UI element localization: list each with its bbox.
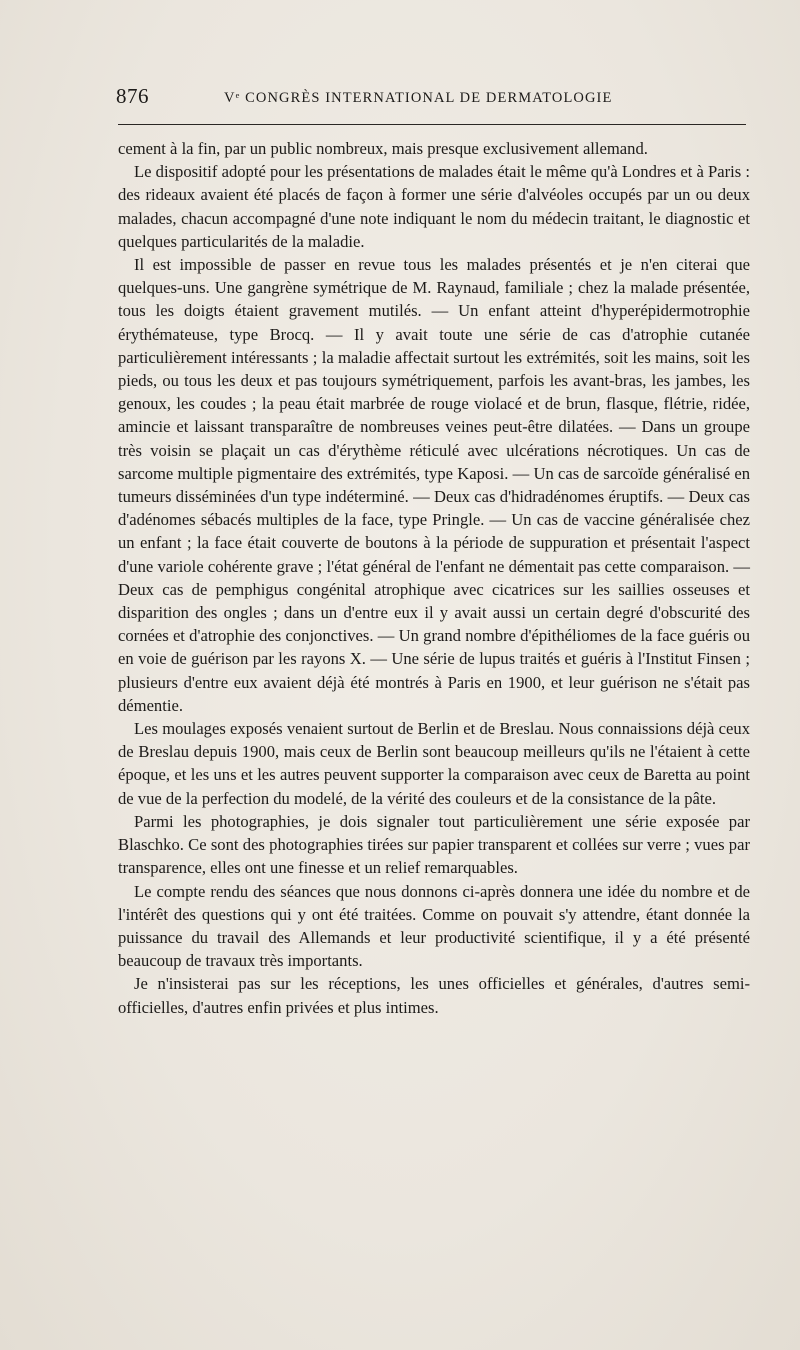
paragraph: Les moulages exposés venaient surtout de Berlin et de Breslau. Nous connaissions déjà ceux de Breslau depuis 1900, mais ceux de Berlin sont beaucoup meilleurs qu'ils ne l'étaient à cette époque, et les uns et les autres peuvent supporter la comparaison avec ceux de Baretta au point de vue de la perfection du modelé, de la vérité des couleurs et de la consistance de la pâte. <box>118 719 750 808</box>
body-text <box>118 137 750 1019</box>
paragraph: Je n'insisterai pas sur les réceptions, les unes officielles et générales, d'autres semi-officielles, d'autres enfin privées et plus intimes. <box>118 974 750 1017</box>
paragraph: Le compte rendu des séances que nous donnons ci-après donnera une idée du nombre et de l'intérêt des questions qui y ont été traitées. Comme on pouvait s'y attendre, étant donnée la puissance du travail des Allemands et leur productivité scientifique, il y a été présenté beaucoup de travaux très importants. <box>118 881 750 971</box>
running-head: Vᵉ CONGRÈS INTERNATIONAL DE DERMATOLOGIE <box>224 90 613 106</box>
header-rule <box>118 124 746 125</box>
paragraph: Le dispositif adopté pour les présentations de malades était le même qu'à Londres et à Paris : des rideaux avaient été placés de façon à former une série d'alvéoles occupés par un ou deux malades, chacun accompagné d'une note indiquant le nom du médecin traitant, le diagnostic et quelques particularités de la maladie. <box>118 162 750 251</box>
paragraph: Il est impossible de passer en revue tous les malades présentés et je n'en citerai que quelques-uns. Une gangrène symétrique de M. Raynaud, familiale ; chez la malade présentée, tous les doigts étaient gravement mutilés. — Un enfant atteint d'hyperépidermotrophie érythémateuse, type Brocq. — Il y avait toute une série de cas d'atrophie cutanée particulièrement intéressants ; la maladie affectait surtout les extrémités, soit les mains, soit les pieds, ou tous les deux et pas toujours symétriquement, parfois les avant-bras, les jambes, les genoux, les coudes ; la peau était marbrée de rouge violacé et de brun, flasque, flétrie, ridée, amincie et laissant transparaître de nombreuses veines peut-être dilatées. — Dans un groupe très voisin se plaçait un cas d'érythème réticulé avec ulcérations nécrotiques. Un cas de sarcome multiple pigmentaire des extrémités, type Kaposi. — Un cas de sarcoïde généralisé en tumeurs disséminées d'un type indéterminé. — Deux cas d'hidradénomes éruptifs. — Deux cas d'adénomes sébacés multiples de la face, type Pringle. — Un cas de vaccine généralisée chez un enfant ; la face était couverte de boutons à la période de suppuration et présentait l'aspect d'une variole cohérente grave ; l'état général de l'enfant ne démentait pas cette comparaison. — Deux cas de pemphigus congénital atrophique avec cicatrices sur les saillies osseuses et disparition des ongles ; dans un d'entre eux il y avait aussi un certain degré d'obscurité des cornées et d'atrophie des conjonctives. — Un grand nombre d'épithéliomes de la face guéris ou en voie de guérison par les rayons X. — Une série de lupus traités et guéris à l'Institut Finsen ; plusieurs d'entre eux avaient déjà été montrés à Paris en 1900, et leur guérison ne s'était pas démentie. <box>118 255 750 715</box>
paragraph: Parmi les photographies, je dois signaler tout particulièrement une série exposée par Blaschko. Ce sont des photographies tirées sur papier transparent et collées sur verre ; vues par transparence, elles ont une finesse et un relief remarquables. <box>118 811 750 878</box>
paragraph: cement à la fin, par un public nombreux, mais presque exclusivement allemand. <box>118 139 648 158</box>
page-header <box>116 84 748 114</box>
page-number: 876 <box>116 84 149 108</box>
